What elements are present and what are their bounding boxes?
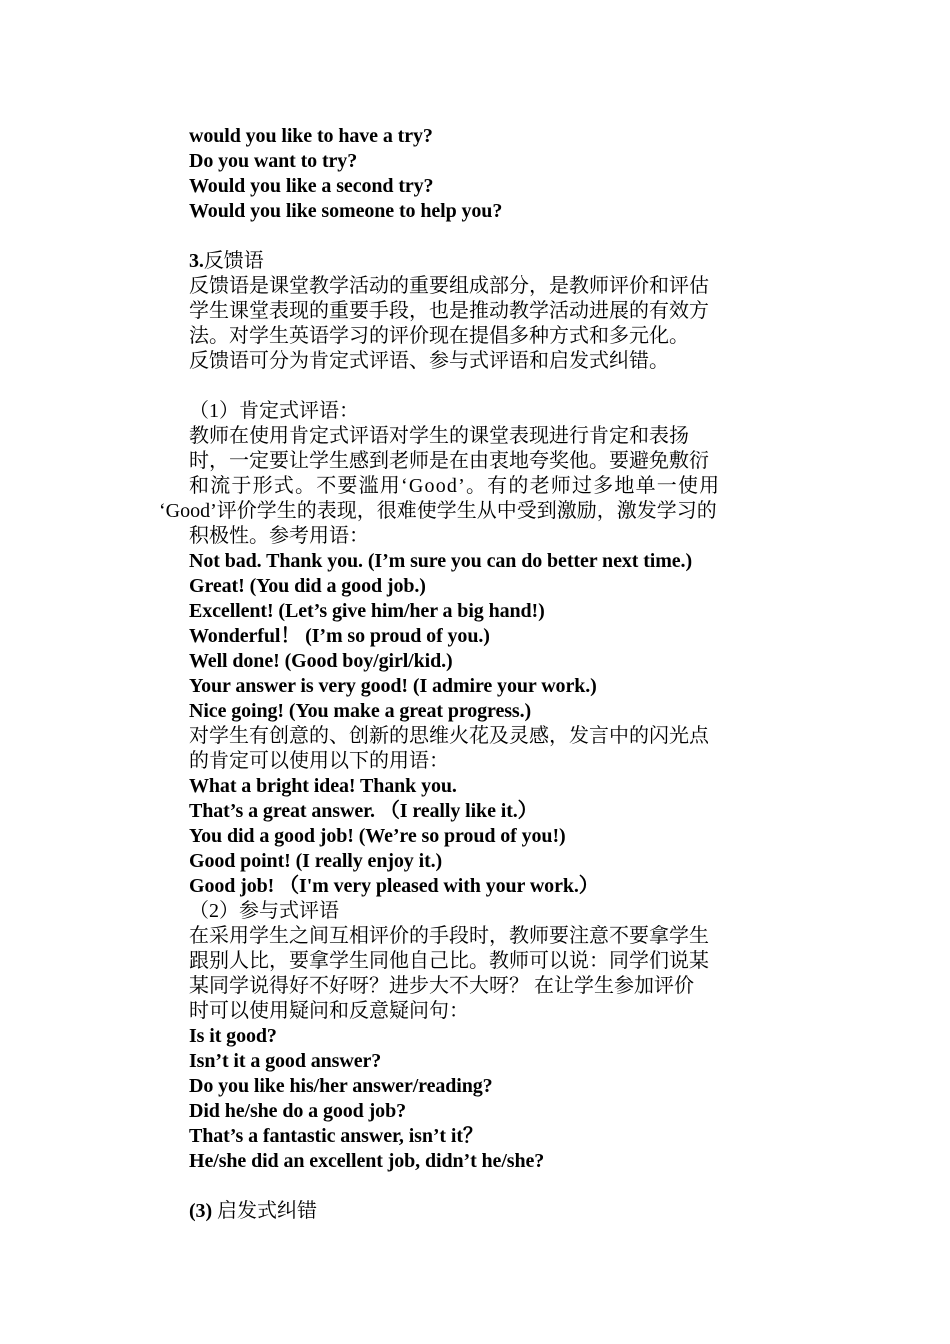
try-phrase: Would you like someone to help you?	[189, 200, 503, 222]
section-3-title: 反馈语	[203, 250, 264, 272]
praise-phrase: Great! (You did a good job.)	[189, 575, 426, 597]
praise-phrase: Your answer is very good! (I admire your work.)	[189, 675, 597, 697]
spacer	[189, 224, 829, 249]
part-1-paragraph-line: 教师在使用肯定式评语对学生的课堂表现进行肯定和表扬	[189, 425, 689, 447]
spacer	[189, 374, 829, 399]
praise-phrase: Excellent! (Let’s give him/her a big hand!)	[189, 600, 545, 622]
praise-phrase: Well done! (Good boy/girl/kid.)	[189, 650, 453, 672]
part-3-title: 启发式纠错	[217, 1200, 318, 1222]
document-body	[159, 124, 829, 1224]
spacer	[189, 1174, 829, 1199]
praise-phrase: Wonderful！ (I’m so proud of you.)	[189, 625, 490, 647]
part-2-heading: （2）参与式评语	[189, 900, 339, 922]
peer-question: That’s a fantastic answer, isn’t it？	[189, 1125, 483, 1147]
part-1-paragraph-line: 的肯定可以使用以下的用语：	[189, 750, 449, 772]
try-phrase: Would you like a second try?	[189, 175, 434, 197]
section-3-number: 3.	[189, 250, 204, 272]
part-2-paragraph-line: 在采用学生之间互相评价的手段时，教师要注意不要拿学生	[189, 925, 709, 947]
peer-question: He/she did an excellent job, didn’t he/she?	[189, 1150, 545, 1172]
part-1-paragraph-line: ‘Good’评价学生的表现，很难使学生从中受到激励，激发学习的	[159, 500, 717, 522]
praise-phrase: You did a good job! (We’re so proud of you!)	[189, 825, 566, 847]
peer-question: Did he/she do a good job?	[189, 1100, 406, 1122]
try-phrase: Do you want to try?	[189, 150, 358, 172]
part-1-paragraph-line: 积极性。参考用语：	[189, 525, 369, 547]
praise-phrase: Nice going! (You make a great progress.)	[189, 700, 532, 722]
part-3-heading	[189, 1199, 829, 1224]
praise-phrase: Good job! （I'm very pleased with your work.）	[189, 875, 599, 897]
peer-question: Is it good?	[189, 1025, 277, 1047]
part-3-number: (3)	[189, 1200, 213, 1222]
section-3-paragraph-line: 反馈语可分为肯定式评语、参与式评语和启发式纠错。	[189, 350, 669, 372]
peer-question: Isn’t it a good answer?	[189, 1050, 382, 1072]
part-1-paragraph-line: 时，一定要让学生感到老师是在由衷地夸奖他。要避免敷衍	[189, 450, 709, 472]
part-1-heading: （1）肯定式评语：	[189, 400, 359, 422]
part-2-paragraph-line: 某同学说得好不好呀？进步大不大呀？ 在让学生参加评价	[189, 975, 694, 997]
section-3-paragraph-line: 反馈语是课堂教学活动的重要组成部分，是教师评价和评估	[189, 275, 709, 297]
part-1-paragraph-line: 对学生有创意的、创新的思维火花及灵感，发言中的闪光点	[189, 725, 709, 747]
section-3-paragraph-line: 学生课堂表现的重要手段，也是推动教学活动进展的有效方	[189, 300, 709, 322]
praise-phrase: Not bad. Thank you. (I’m sure you can do better next time.)	[189, 550, 693, 572]
part-2-paragraph-line: 时可以使用疑问和反意疑问句：	[189, 1000, 469, 1022]
peer-question: Do you like his/her answer/reading?	[189, 1075, 493, 1097]
praise-phrase: That’s a great answer. （I really like it.）	[189, 800, 538, 822]
praise-phrase: What a bright idea! Thank you.	[189, 775, 457, 797]
try-phrase: would you like to have a try?	[189, 125, 433, 147]
section-3-paragraph-line: 法。对学生英语学习的评价现在提倡多种方式和多元化。	[189, 325, 689, 347]
section-3-heading	[189, 249, 829, 274]
part-1-paragraph-line: 和流于形式。不要滥用‘Good’。有的老师过多地单一使用	[189, 475, 721, 497]
part-2-paragraph-line: 跟别人比，要拿学生同他自己比。教师可以说：同学们说某	[189, 950, 709, 972]
praise-phrase: Good point! (I really enjoy it.)	[189, 850, 443, 872]
